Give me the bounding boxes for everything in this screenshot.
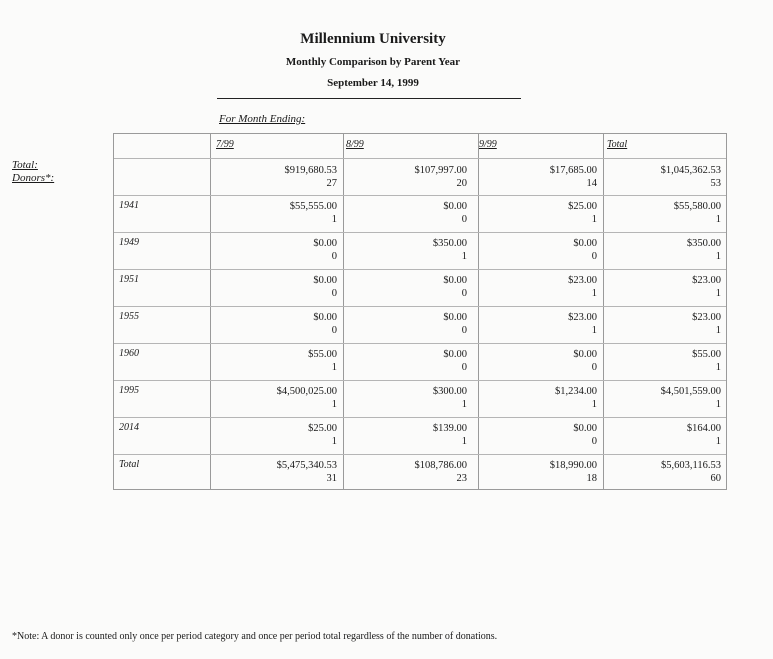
table-cell: $1,234.00	[555, 386, 597, 397]
table-cell: $0.00	[443, 312, 467, 323]
row-label: 1960	[119, 348, 139, 359]
table-cell: 1	[591, 399, 597, 410]
row-divider	[114, 380, 726, 381]
row-divider	[114, 158, 726, 159]
table-cell: 0	[461, 214, 467, 225]
table-cell: $55.00	[308, 349, 337, 360]
table-cell: 0	[591, 251, 597, 262]
summary-amount-total: $1,045,362.53	[660, 165, 721, 176]
report-title: Millennium University	[300, 31, 446, 47]
table-cell: $139.00	[432, 423, 467, 434]
table-cell: $23.00	[692, 275, 721, 286]
table-cell: $0.00	[443, 349, 467, 360]
column-header-9-99: 9/99	[479, 139, 497, 150]
summary-count-total: 53	[710, 178, 721, 189]
table-cell: 1	[715, 251, 721, 262]
table-cell: 0	[461, 288, 467, 299]
total-amount-9-99: $18,990.00	[549, 460, 597, 471]
table-cell: $350.00	[432, 238, 467, 249]
header-rule	[217, 98, 521, 99]
report-date: September 14, 1999	[327, 77, 419, 89]
table-cell: 0	[331, 325, 337, 336]
summary-amount-8-99: $107,997.00	[414, 165, 467, 176]
summary-amount-9-99: $17,685.00	[549, 165, 597, 176]
total-donors-label	[12, 159, 54, 185]
report-subtitle: Monthly Comparison by Parent Year	[285, 56, 461, 68]
table-cell: $0.00	[443, 275, 467, 286]
row-divider	[114, 343, 726, 344]
row-label: 1949	[119, 237, 139, 248]
total-count-9-99: 18	[586, 473, 597, 484]
table-cell: 1	[331, 362, 337, 373]
column-header-total: Total	[607, 139, 628, 150]
grand-total-count: 60	[710, 473, 721, 484]
row-label: 1951	[119, 274, 139, 285]
table-cell: 1	[461, 436, 467, 447]
table-cell: 0	[591, 362, 597, 373]
table-cell: $25.00	[568, 201, 597, 212]
table-cell: $4,500,025.00	[276, 386, 337, 397]
table-cell: $0.00	[573, 349, 597, 360]
table-cell: 0	[591, 436, 597, 447]
row-label: 1995	[119, 385, 139, 396]
donors-label: Donors*:	[12, 172, 55, 184]
total-amount-8-99: $108,786.00	[414, 460, 467, 471]
table-cell: 0	[331, 251, 337, 262]
row-label: 1955	[119, 311, 139, 322]
table-cell: 1	[461, 251, 467, 262]
total-label: Total:	[12, 159, 38, 171]
table-cell: $0.00	[313, 275, 337, 286]
row-divider	[114, 195, 726, 196]
table-cell: $164.00	[686, 423, 721, 434]
row-label: 1941	[119, 200, 139, 211]
row-divider	[114, 306, 726, 307]
table-cell: $0.00	[573, 238, 597, 249]
row-divider	[114, 232, 726, 233]
table-cell: 1	[715, 399, 721, 410]
table-cell: 1	[331, 436, 337, 447]
table-cell: $55,555.00	[289, 201, 337, 212]
column-divider	[210, 134, 211, 489]
table-cell: $0.00	[313, 238, 337, 249]
table-cell: $350.00	[686, 238, 721, 249]
column-header-7-99: 7/99	[216, 139, 234, 150]
total-count-8-99: 23	[456, 473, 467, 484]
table-cell: 1	[715, 436, 721, 447]
table-cell: $0.00	[573, 423, 597, 434]
total-count-7-99: 31	[326, 473, 337, 484]
table-cell: $4,501,559.00	[660, 386, 721, 397]
total-amount-7-99: $5,475,340.53	[276, 460, 337, 471]
table-cell: 1	[331, 214, 337, 225]
table-cell: 1	[715, 325, 721, 336]
column-header-8-99: 8/99	[346, 139, 364, 150]
table-cell: 1	[715, 362, 721, 373]
row-divider	[114, 454, 726, 455]
table-cell: 1	[591, 288, 597, 299]
table-cell: $23.00	[568, 312, 597, 323]
table-cell: 1	[715, 214, 721, 225]
summary-count-8-99: 20	[456, 178, 467, 189]
summary-count-7-99: 27	[326, 178, 337, 189]
row-divider	[114, 417, 726, 418]
row-label-total: Total	[119, 459, 140, 470]
table-cell: 1	[591, 325, 597, 336]
footnote: *Note: A donor is counted only once per period category and once per period total regardless of the number of donations.	[12, 631, 498, 642]
table-cell: $23.00	[568, 275, 597, 286]
table-cell: 1	[591, 214, 597, 225]
column-divider	[343, 134, 344, 489]
row-label: 2014	[119, 422, 139, 433]
table-cell: 0	[331, 288, 337, 299]
table-cell: $55,580.00	[673, 201, 721, 212]
table-cell: 1	[331, 399, 337, 410]
table-cell: $300.00	[432, 386, 467, 397]
table-cell: $0.00	[443, 201, 467, 212]
table-cell: 1	[715, 288, 721, 299]
table-cell: $23.00	[692, 312, 721, 323]
row-divider	[114, 269, 726, 270]
table-cell: 1	[461, 399, 467, 410]
summary-amount-7-99: $919,680.53	[284, 165, 337, 176]
table-cell: 0	[461, 325, 467, 336]
grand-total-amount: $5,603,116.53	[661, 460, 721, 471]
summary-count-9-99: 14	[586, 178, 597, 189]
table-cell: $25.00	[308, 423, 337, 434]
table-cell: $55.00	[692, 349, 721, 360]
month-ending-label: For Month Ending:	[219, 113, 306, 125]
table-cell: 0	[461, 362, 467, 373]
table-cell: $0.00	[313, 312, 337, 323]
